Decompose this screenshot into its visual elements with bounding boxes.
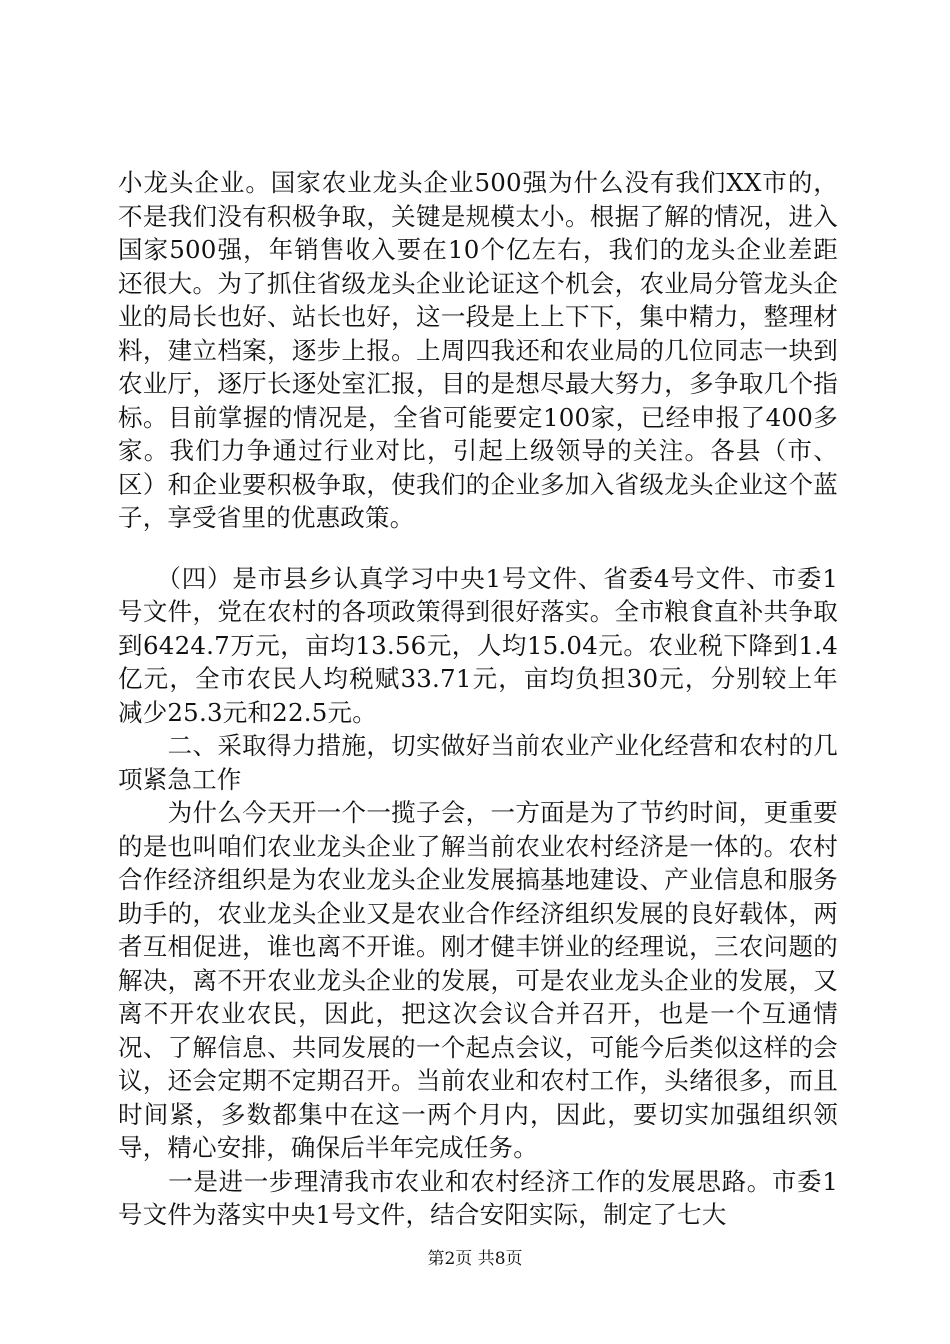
paragraph-4: 一是进一步理清我市农业和农村经济工作的发展思路。市委1号文件为落实中央1号文件，结合安阳实际，制定了七大	[118, 1166, 838, 1229]
document-body	[118, 166, 838, 1232]
paragraph-1: 小龙头企业。国家农业龙头企业500强为什么没有我们XX市的，不是我们没有积极争取，关键是规模太小。根据了解的情况，进入国家500强，年销售收入要在10个亿左右，我们的龙头企业差距还很大。为了抓住省级龙头企业论证这个机会，农业局分管龙头企业的局长也好、站长也好，这一段是上上下下，集中精力，整理材料，建立档案，逐步上报。上周四我还和农业局的几位同志一块到农业厅，逐厅长逐处室汇报，目的是想尽最大努力，多争取几个指标。目前掌握的情况是，全省可能要定100家，已经申报了400多家。我们力争通过行业对比，引起上级领导的关注。各县（市、区）和企业要积极争取，使我们的企业多加入省级龙头企业这个蓝子，享受省里的优惠政策。	[118, 168, 838, 532]
paragraph-2: （四）是市县乡认真学习中央1号文件、省委4号文件、市委1号文件，党在农村的各项政策得到很好落实。全市粮食直补共争取到6424.7万元，亩均13.56元，人均15.04元。农业税下降到1.4亿元，全市农民人均税赋33.71元，亩均负担30元，分别较上年减少25.3元和22.5元。	[118, 563, 838, 727]
page-footer: 第2页 共8页	[427, 1249, 523, 1269]
paragraph-3: 为什么今天开一个一揽子会，一方面是为了节约时间，更重要的是也叫咱们农业龙头企业了解当前农业农村经济是一体的。农村合作经济组织是为农业龙头企业发展搞基地建设、产业信息和服务助手的，农业龙头企业又是农业合作经济组织发展的良好载体，两者互相促进，谁也离不开谁。刚才健丰饼业的经理说，三农问题的解决，离不开农业龙头企业的发展，可是农业龙头企业的发展，又离不开农业农民，因此，把这次会议合并召开，也是一个互通情况、了解信息、共同发展的一个起点会议，可能今后类似这样的会议，还会定期不定期召开。当前农业和农村工作，头绪很多，而且时间紧，多数都集中在这一两个月内，因此，要切实加强组织领导，精心安排，确保后半年完成任务。	[118, 798, 838, 1162]
section-heading: 二、采取得力措施，切实做好当前农业产业化经营和农村的几项紧急工作	[118, 731, 838, 794]
